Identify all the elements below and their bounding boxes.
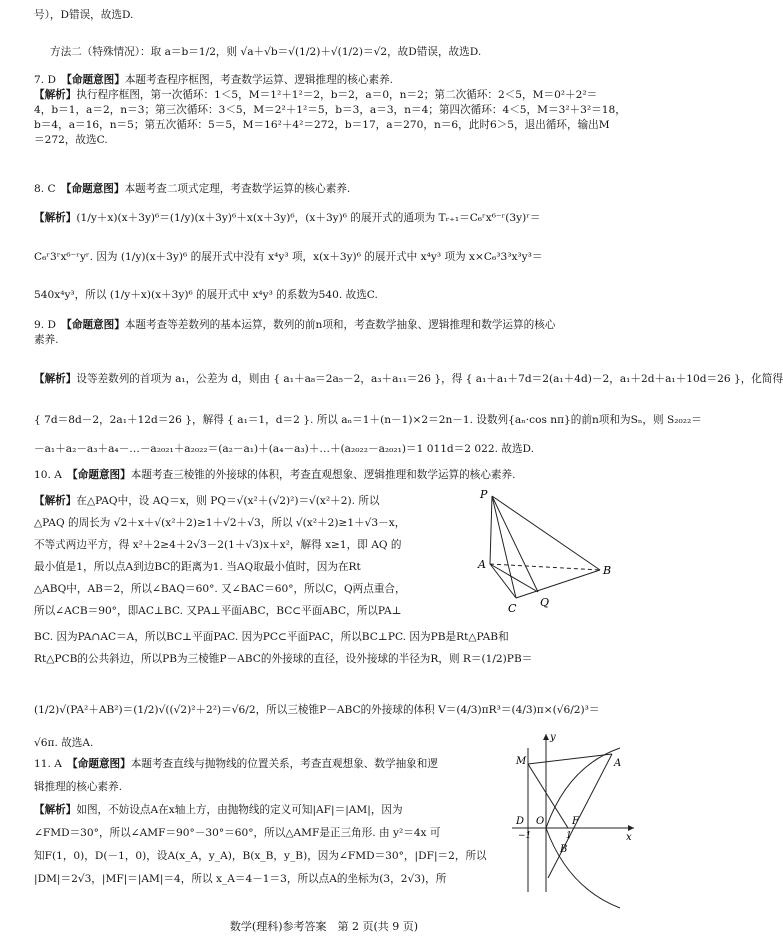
label-x: x <box>626 832 632 843</box>
y-axis-arrow-icon <box>543 734 549 740</box>
edge-cb <box>516 570 600 598</box>
q9-intent-tag: 【命题意图】 <box>66 319 125 331</box>
q10-solution-line: 所以∠ACB＝90°，即AC⊥BC. 又PA⊥平面ABC，BC⊂平面ABC，所以PA⊥ <box>34 605 402 617</box>
q11-solution-line: 知F(1，0)，D(－1，0)，设A(x_A，y_A)，B(x_B，y_B)，因为∠FMD＝30°，|DF|＝2，所以 <box>34 850 487 862</box>
tick-one: 1 <box>566 831 572 841</box>
q7-solution-tag: 【解析】 <box>34 89 77 101</box>
q9-solution-tag: 【解析】 <box>34 373 77 385</box>
tick-neg-one: −1 <box>518 831 532 841</box>
q11-solution-line: |DM|＝2√3，|MF|＝|AM|＝4，所以 x_A＝4－1＝3，所以点A的坐标为(3，2√3)，所 <box>34 873 447 885</box>
q10-solution-line: √6π. 故选A. <box>34 737 94 749</box>
q9-solution-line: －a₁＋a₂－a₃＋a₄－…－a₂₀₂₁＋a₂₀₂₂＝(a₂－a₁)＋(a₄－a₃)＋…＋(a₂₀₂₂－a₂₀₂₁)＝1 011d＝2 022. 故选D. <box>34 443 535 455</box>
x-axis-arrow-icon <box>628 825 634 831</box>
label-b: B <box>560 844 568 855</box>
label-a: A <box>614 758 622 769</box>
q9-heading-cont: 素养. <box>34 334 59 346</box>
label-a: A <box>478 558 486 571</box>
q11-solution-line: ∠FMD＝30°，所以∠AMF＝90°－30°＝60°，所以△AMF是正三角形. 由 y²＝4x 可 <box>34 827 441 839</box>
question-8 <box>34 182 614 197</box>
q9-solution-line: 【解析】设等差数列的首项为 a₁，公差为 d，则由 { a₁＋a₈＝2a₅－2，a₃＋a₁₁＝26 }，得 { a₁＋a₁＋7d＝2(a₁＋4d)－2，a₁＋2d＋a₁＋10d＝26 }，化简得 <box>34 373 783 385</box>
tetrahedron-figure <box>476 488 616 620</box>
label-f: F <box>572 816 579 827</box>
q11-heading-cont: 辑推理的核心素养. <box>34 781 123 793</box>
prev-continuation <box>34 8 614 23</box>
question-11 <box>34 757 512 887</box>
tetrahedron-svg <box>476 488 616 620</box>
q9-answer: 9. D <box>34 319 56 331</box>
label-c: C <box>508 602 517 615</box>
question-10 <box>34 468 614 483</box>
question-9 <box>34 318 614 348</box>
label-q: Q <box>540 596 550 609</box>
q7-heading <box>34 73 614 88</box>
label-d: D <box>516 816 525 827</box>
q10-solution-line: Rt△PCB的公共斜边，所以PB为三棱锥P－ABC的外接球的直径，设外接球的半径为R，则 R＝(1/2)PB＝ <box>34 653 533 665</box>
q10-solution-line: △ABQ中，AB＝2，所以∠BAQ＝60°. 又∠BAC＝60°，所以C，Q两点重合， <box>34 583 406 595</box>
q7-solution-line: 【解析】执行程序框图，第一次循环：1＜5，M＝1²＋1²＝2，b＝2，a＝0，n＝2；第二次循环：2＜5，M＝0²＋2²＝ <box>34 89 598 101</box>
label-p: P <box>480 488 488 501</box>
parabola-figure <box>508 728 640 896</box>
q8-intent: 本题考查二项式定理，考查数学运算的核心素养. <box>124 183 351 195</box>
edge-pa <box>490 496 492 564</box>
q11-heading <box>34 757 512 772</box>
page-footer: 数学(理科)参考答案 第 2 页(共 9 页) <box>229 920 419 933</box>
q10-solution-line: BC. 因为PA∩AC＝A，所以BC⊥平面PAC. 因为PC⊂平面PAC，所以BC⊥PC. 因为PB是Rt△PAB和 <box>34 631 509 643</box>
q10-solution-line: △PAQ 的周长为 √2＋x＋√(x²＋2)≥1＋√2＋√3，所以 √(x²＋2)≥1＋√3－x， <box>34 517 406 529</box>
q10-answer: 10. A <box>34 469 62 481</box>
edge-ab <box>490 564 600 570</box>
q8-solution-line: 【解析】(1/y＋x)(x＋3y)⁶＝(1/y)(x＋3y)⁶＋x(x＋3y)⁶，(x＋3y)⁶ 的展开式的通项为 Tᵣ₊₁＝C₆ʳx⁶⁻ʳ(3y)ʳ＝ <box>34 212 541 224</box>
q8-intent-tag: 【命题意图】 <box>66 183 125 195</box>
line-ma <box>528 754 612 764</box>
line-mf <box>528 764 568 828</box>
q7-answer: 7. D <box>34 74 56 86</box>
q7-solution-line: ＝272，故选C. <box>34 134 108 146</box>
edge-pb <box>492 496 600 570</box>
q10-intent-tag: 【命题意图】 <box>72 469 131 481</box>
q11-intent: 本题考查直线与抛物线的位置关系，考查直观想象、数学抽象和逻 <box>130 758 438 770</box>
edge-pq <box>492 496 538 592</box>
parabola-svg <box>508 728 640 896</box>
q8-solution-line: C₆ʳ3ʳx⁶⁻ʳyʳ. 因为 (1/y)(x＋3y)⁶ 的展开式中没有 x⁴y³ 项，x(x＋3y)⁶ 的展开式中 x⁴y³ 项为 x×C₆³3³x³y³＝ <box>34 251 543 263</box>
prev-line-1: 号），D错误，故选D. <box>34 9 134 21</box>
q9-heading <box>34 318 614 333</box>
q11-solution-line: 【解析】如图，不妨设点A在x轴上方，由抛物线的定义可知|AF|＝|AM|，因为 <box>34 804 403 816</box>
label-o: O <box>536 816 545 827</box>
q7-intent-tag: 【命题意图】 <box>66 74 125 86</box>
q11-solution-tag: 【解析】 <box>34 804 77 816</box>
q10-intent: 本题考查三棱锥的外接球的体积，考查直观想象、逻辑推理和数学运算的核心素养. <box>130 469 516 481</box>
q10-solution-line: 【解析】在△PAQ中，设 AQ＝x，则 PQ＝√(x²＋(√2)²)＝√(x²＋2). 所以 <box>34 495 380 507</box>
label-b: B <box>603 564 612 577</box>
q7-solution-line: 4，b＝1，a＝2，n＝3；第三次循环：3＜5，M＝2²＋1²＝5，b＝3，a＝3，n＝4；第四次循环：4＜5，M＝3²＋3²＝18， <box>34 104 626 116</box>
question-7 <box>34 73 626 148</box>
q9-intent: 本题考查等差数列的基本运算，数列的前n项和，考查数学抽象、逻辑推理和数学运算的核心 <box>124 319 556 331</box>
q10-solution-line: (1/2)√(PA²＋AB²)＝(1/2)√((√2)²＋2²)＝√6/2，所以三棱锥P－ABC的外接球的体积 V＝(4/3)πR³＝(4/3)π×(√6/2)³＝ <box>34 704 600 716</box>
q10-heading <box>34 468 614 483</box>
q10-solution-tag: 【解析】 <box>34 495 77 507</box>
q11-intent-tag: 【命题意图】 <box>72 758 131 770</box>
label-y: y <box>550 732 556 743</box>
q11-answer: 11. A <box>34 758 62 770</box>
prev-line-2: 方法二（特殊情况）：取 a＝b＝1/2，则 √a＋√b＝√(1/2)＋√(1/2)＝√2，故D错误，故选D. <box>50 46 482 58</box>
q10-solution-line: 不等式两边平方，得 x²＋2≥4＋2√3－2(1＋√3)x＋x²，解得 x≥1，即 AQ 的 <box>34 539 402 551</box>
q10-solution-line: 最小值是1，所以点A到边BC的距离为1. 当AQ取最小值时，因为在Rt <box>34 561 361 573</box>
label-m: M <box>516 756 527 767</box>
q7-solution-line: b＝4，a＝16，n＝5；第五次循环：5＝5，M＝16²＋4²＝272，b＝17，a＝270，n＝6，此时6＞5，退出循环，输出M <box>34 119 610 131</box>
q8-solution-tag: 【解析】 <box>34 212 77 224</box>
q7-intent: 本题考查程序框图，考查数学运算、逻辑推理的核心素养. <box>124 74 394 86</box>
q8-answer: 8. C <box>34 183 56 195</box>
q8-heading <box>34 182 614 197</box>
q9-solution-line: { 7d＝8d－2，2a₁＋12d＝26 }，解得 { a₁＝1，d＝2 }. 所以 aₙ＝1＋(n－1)×2＝2n－1. 设数列{aₙ·cos nπ}的前n项和为Sₙ，则 S₂₀₂₂＝ <box>34 414 702 426</box>
q8-solution-line: 540x⁴y³，所以 (1/y＋x)(x＋3y)⁶ 的展开式中 x⁴y³ 的系数为540. 故选C. <box>34 289 378 301</box>
